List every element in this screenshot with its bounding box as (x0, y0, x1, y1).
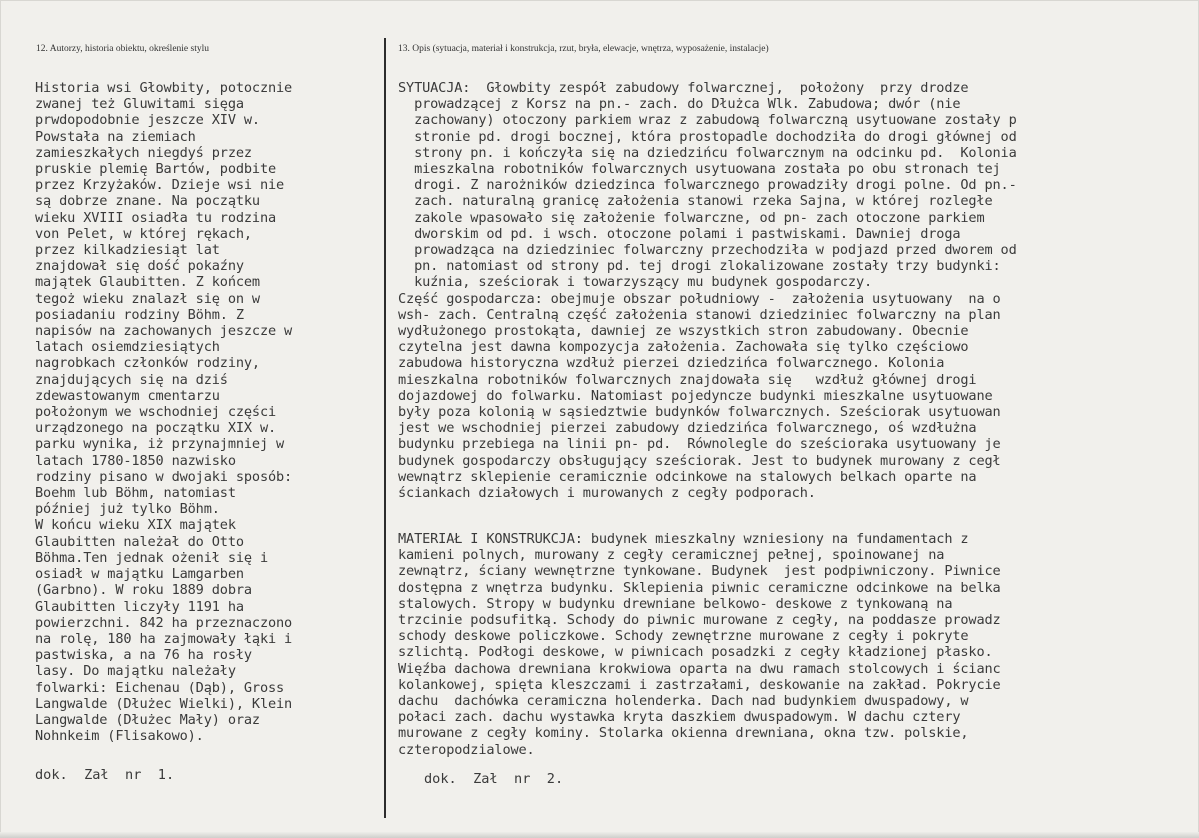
left-doc-reference: dok. Zał nr 1. (35, 767, 175, 783)
page-edge (0, 832, 1199, 838)
material-construction-text: MATERIAŁ I KONSTRUKCJA: budynek mieszkalny wzniesiony na fundamentach z kamieni polnych, murowany z cegły ceramicznej pełnej, spoinowanej na zewnątrz, ściany wewnętrzne tynkowane. Budynek jest podpiwniczony. Piwnice dostępna z wnętrza budynku. Sklepienia piwnic ceramiczne odcinkowe na belka stalowych. Stropy w budynku drewniane belkowo- deskowe z tynkowaną na trzcinie podsufitką. Schody do piwnic murowane z cegły, na poddasze prowadz schody deskowe policzkowe. Schody zewnętrzne murowane z cegły i pokryte szlichtą. Podłogi deskowe, w piwnicach posadzki z cegły kładzionej płasko. Więźba dachowa drewniana krokwiowa oparta na dwu ramach stolcowych i ścianc kolankowej, spięta kleszczami i zastrzałami, deskowanie na zakład. Pokrycie dachu dachówka ceramiczna holenderka. Dach nad budynkiem dwuspadowy, w połaci zach. dachu wystawka kryta daszkiem dwuspadowym. W dachu cztery murowane z cegły kominy. Stolarka okienna drewniana, okna tzw. polskie, czteropodzialowe. (398, 531, 1001, 758)
column-divider (384, 38, 386, 818)
history-text: Historia wsi Głowbity, potocznie zwanej też Gluwitami sięga prwdopodobnie jeszcze XIV w. Powstała na ziemiach zamieszkałych niegdyś przez pruskie plemię Bartów, podbite przez Krzyżaków. Dzieje wsi nie są dobrze znane. Na początku wieku XVIII osiadła tu rodzina von Pelet, w której rękach, przez kilkadziesiąt lat znajdował się dość pokaźny majątek Glaubitten. Z końcem tegoż wieku znalazł się on w posiadaniu rodziny Böhm. Z napisów na zachowanych jeszcze w latach osiemdziesiątych nagrobkach członków rodziny, znajdujących się na dziś zdewastowanym cmentarzu położonym we wschodniej części urządzonego na początku XIX w. parku wynika, iż przynajmniej w latach 1780-1850 nazwisko rodziny pisano w dwojaki sposób: Boehm lub Böhm, natomiast później już tylko Böhm. W końcu wieku XIX majątek Glaubitten należał do Otto Böhma.Ten jednak ożenił się i osiadł w majątku Lamgarben (Garbno). W roku 1889 dobra Glaubitten liczyły 1191 ha powierzchni. 842 ha przeznaczono na rolę, 180 ha zajmowały łąki i pastwiska, a na 76 ha rosły lasy. Do majątku należały folwarki: Eichenau (Dąb), Gross Langwalde (Dłużec Wielki), Klein Langwalde (Dłużec Mały) oraz Nohnkeim (Flisakowo). (35, 80, 293, 745)
situation-text: SYTUACJA: Głowbity zespół zabudowy folwarcznej, położony przy drodze prowadzącej z Korsz na pn.- zach. do Dłużca Wlk. Zabudowa; dwór (nie zachowany) otoczony parkiem wraz z zabudową folwarczną usytuowane zostały p stronie pd. drogi bocznej, która prostopadle dochodziła do drogi głównej od strony pn. i kończyła się na dziedzińcu folwarcznym na odcinku pd. Kolonia mieszkalna robotników folwarcznych usytuowana została po obu stronach tej drogi. Z narożników dziedzinca folwarcznego prowadziły drogi polne. Od pn.- zach. naturalną granicę założenia stanowi rzeka Sajna, w której rozległe zakole wpasowało się założenie folwarczne, od pn- zach otoczone parkiem dworskim od pd. i wsch. otoczone polami i pastwiskami. Dawniej droga prowadząca na dziedziniec folwarczny przechodziła w podjazd przed dworem od pn. natomiast od strony pd. tej drogi zlokalizowane zostały trzy budynki: kuźnia, sześciorak i towarzyszący mu budynek gospodarczy. Część gospodarcza: obejmuje obszar południowy - założenia usytuowany na o wsh- zach. Centralną część założenia stanowi dziedziniec folwarczny na plan wydłużonego prostokąta, dawniej ze wszystkich stron zabudowany. Obecnie czytelna jest dawna kompozycja założenia. Zachowała się tylko częściowo zabudowa historyczna wzdłuż pierzei dziedzińca folwarcznego. Kolonia mieszkalna robotników folwarcznych znajdowała się wzdłuż głównej drogi dojazdowej do folwarku. Natomiast pojedyncze budynki mieszkalne usytuowane były poza kolonią w sąsiedztwie budynków folwarcznych. Sześciorak usytuowan jest we wschodniej pierzei zabudowy dziedzińca folwarcznego, oś wzdłużna budynku przebiega na linii pn- pd. Równolegle do sześcioraka usytuowany je budynek gospodarczy obsługujący sześciorak. Jest to budynek murowany z cegł wewnątrz sklepienie ceramicznie odcinkowe na stalowych belkach oparte na ściankach działowych i murowanych z cegły podporach. (398, 80, 1017, 502)
right-column-title: 13. Opis (sytuacja, materiał i konstrukcja, rzut, bryła, elewacje, wnętrza, wyposażenie, instalacje) (398, 44, 769, 54)
right-doc-reference: dok. Zał nr 2. (424, 771, 564, 787)
left-column-title: 12. Autorzy, historia obiektu, określenie stylu (36, 44, 209, 54)
